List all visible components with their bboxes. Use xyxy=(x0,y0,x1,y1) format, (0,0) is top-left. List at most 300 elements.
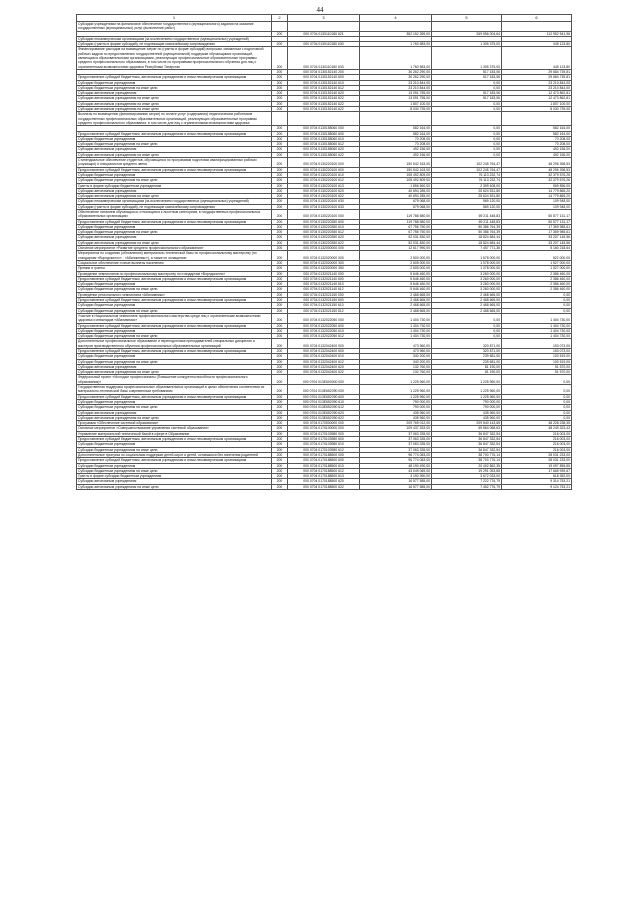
row-plan-amount-cell: 382 152 359,00 xyxy=(360,31,432,36)
row-budget-code-cell: 000 0704 0170103980 610 xyxy=(288,442,360,447)
row-name-cell: Субсидии бюджетным учреждениям xyxy=(77,354,272,359)
row-admin-code-cell: 200 xyxy=(272,194,288,199)
row-budget-code-cell: 000 0704 0130158060 622 xyxy=(288,152,360,157)
row-name-cell: Государственная поддержка профессиональных образовательных организаций в целях обеспечения соответствия их материально-технической базы современным требованиям xyxy=(77,385,272,395)
row-plan-amount-cell: 13 091 755,00 xyxy=(360,91,432,96)
row-executed-amount-cell: 239 681,00 xyxy=(432,359,502,364)
table-row xyxy=(77,334,572,339)
row-plan-amount-cell xyxy=(360,22,432,32)
row-budget-code-cell: 000 0704 0132042400 600 xyxy=(288,349,360,354)
row-remaining-amount-cell: 492 156,00 xyxy=(502,152,572,157)
row-budget-code-cell: 000 0704 0130220100 612 xyxy=(288,178,360,183)
row-admin-code-cell: 200 xyxy=(272,167,288,172)
row-remaining-amount-cell: 822 000,00 xyxy=(502,251,572,261)
row-remaining-amount-cell: 109 948,00 xyxy=(502,199,572,204)
row-executed-amount-cell: 38 700 776,14 xyxy=(432,458,502,463)
row-plan-amount-cell: 30 262 290,00 xyxy=(360,75,432,80)
row-admin-code-cell: 200 xyxy=(272,219,288,224)
table-row xyxy=(77,437,572,442)
row-executed-amount-cell: 69 211 448,83 xyxy=(432,209,502,219)
row-name-cell: Субсидии автономным учреждениям на иные цели xyxy=(77,96,272,101)
row-remaining-amount-cell: 9 314 753,21 xyxy=(502,479,572,484)
column-number-header xyxy=(77,15,572,22)
row-name-cell: Предоставление субсидий бюджетным, автономным учреждениям и иным некоммерческим организациям xyxy=(77,349,272,354)
row-remaining-amount-cell: 0,00 xyxy=(502,303,572,308)
row-remaining-amount-cell: 216 003,00 xyxy=(502,437,572,442)
table-row xyxy=(77,370,572,375)
row-name-cell: Субсидии автономным учреждениям на иные цели xyxy=(77,415,272,420)
row-plan-amount-cell: 37 063 335,00 xyxy=(360,431,432,436)
row-admin-code-cell: 200 xyxy=(272,452,288,457)
row-budget-code-cell: 000 0704 0130220100 000 xyxy=(288,158,360,168)
row-name-cell: Премии и гранты xyxy=(77,266,272,271)
table-row xyxy=(77,131,572,136)
row-budget-code-cell: 000 0704 013E600000 000 xyxy=(288,375,360,385)
row-plan-amount-cell: 1 760 583,00 xyxy=(360,47,432,69)
row-budget-code-cell: 000 0704 0132022050 610 xyxy=(288,328,360,333)
table-row xyxy=(77,484,572,489)
row-name-cell: Субсидии бюджетным учреждениям xyxy=(77,399,272,404)
row-remaining-amount-cell: 153 073,00 xyxy=(502,349,572,354)
row-plan-amount-cell: 16 577 585,00 xyxy=(360,484,432,489)
row-remaining-amount-cell: 2 386 460,00 xyxy=(502,271,572,276)
row-remaining-amount-cell: 12 473 862,81 xyxy=(502,96,572,101)
row-executed-amount-cell: 18 824 684,44 xyxy=(432,240,502,245)
row-name-cell: Финансирование расходов на возмещение затрат по (гранты в форме субсидий) вопросам, связанным с подготовкой рабочих кадров по предоставлению государственной (муниципальной) поддержки обучающимся организаций, являющихся образовательными организациями, реализующих профессиональные образовательные программы среднего профессионального образования, в том числе по программам профессионального обучения для лиц с ограниченными возможностями здоровья Республики Татарстан xyxy=(77,47,272,69)
row-admin-code-cell: 200 xyxy=(272,421,288,426)
row-name-cell: Субсидии автономным учреждениям xyxy=(77,188,272,193)
row-budget-code-cell: 000 0704 0130220350 620 xyxy=(288,235,360,240)
row-executed-amount-cell: 36 847 332,54 xyxy=(432,431,502,436)
row-remaining-amount-cell: 569 856,00 xyxy=(502,183,572,188)
row-budget-code-cell: 000 0704 0130220100 620 xyxy=(288,188,360,193)
row-budget-code-cell: 000 0704 0132021150 610 xyxy=(288,303,360,308)
row-admin-code-cell: 200 xyxy=(272,240,288,245)
row-budget-code-cell: 000 0704 0130152140 622 xyxy=(288,107,360,112)
row-plan-amount-cell: 790 000,00 xyxy=(360,399,432,404)
row-plan-amount-cell: 2 605 000,00 xyxy=(360,266,432,271)
table-row xyxy=(77,359,572,364)
row-budget-code-cell: 000 0704 0132022050 000 xyxy=(288,313,360,323)
table-row xyxy=(77,178,572,183)
row-plan-amount-cell: 5 646 460,00 xyxy=(360,276,432,281)
row-remaining-amount-cell: 492 156,00 xyxy=(502,147,572,152)
row-executed-amount-cell: 36 847 332,54 xyxy=(432,442,502,447)
budget-table-container xyxy=(76,14,571,490)
row-admin-code-cell: 200 xyxy=(272,442,288,447)
row-budget-code-cell: 000 0704 0130220100 622 xyxy=(288,194,360,199)
budget-table-body xyxy=(77,15,572,490)
column-header-cell: 5 xyxy=(432,15,502,22)
row-executed-amount-cell: 1 305 375,00 xyxy=(432,42,502,47)
table-row xyxy=(77,313,572,323)
row-executed-amount-cell: 2 468 665,00 xyxy=(432,303,502,308)
row-remaining-amount-cell: 109 948,00 xyxy=(502,204,572,209)
row-budget-code-cell: 000 0704 0130152140 612 xyxy=(288,85,360,90)
row-name-cell: Дополнительное профессиональное образование и переподготовка преподавателей специальных дисциплин и мастеров производственного обучения профессиональных образовательных организаций xyxy=(77,339,272,349)
row-admin-code-cell: 200 xyxy=(272,463,288,468)
row-name-cell: Проведение чемпионатов по профессиональному мастерству по стандартам «Ворлдскиллс» xyxy=(77,271,272,276)
row-admin-code-cell: 200 xyxy=(272,126,288,131)
row-budget-code-cell: 000 0704 0130220100 000 xyxy=(288,209,360,219)
row-admin-code-cell: 200 xyxy=(272,183,288,188)
row-budget-code-cell: 000 0704 0132020000 000 xyxy=(288,251,360,261)
row-name-cell: Субсидии автономным учреждениям на иные цели xyxy=(77,107,272,112)
row-executed-amount-cell: 102 245 764,47 xyxy=(432,158,502,168)
row-executed-amount-cell: 76 113 232,74 xyxy=(432,178,502,183)
row-remaining-amount-cell: 19 097 855,85 xyxy=(502,463,572,468)
row-plan-amount-cell: 16 577 585,00 xyxy=(360,479,432,484)
budget-table xyxy=(76,14,572,490)
row-plan-amount-cell: 1 807 100,00 xyxy=(360,101,432,106)
table-row xyxy=(77,152,572,157)
row-executed-amount-cell: 239 681,00 xyxy=(432,354,502,359)
row-admin-code-cell: 200 xyxy=(272,101,288,106)
row-admin-code-cell: 200 xyxy=(272,334,288,339)
row-plan-amount-cell: 5 646 460,00 xyxy=(360,287,432,292)
row-plan-amount-cell: 108 492 809,00 xyxy=(360,178,432,183)
row-name-cell: Предоставление субсидий бюджетным, автономным учреждениям и иным некоммерческим организациям xyxy=(77,276,272,281)
row-plan-amount-cell: 150 542 163,00 xyxy=(360,158,432,168)
row-budget-code-cell: 000 0704 0132042400 612 xyxy=(288,359,360,364)
row-admin-code-cell: 200 xyxy=(272,394,288,399)
row-name-cell: Субсидии бюджетным учреждениям на иные цели xyxy=(77,359,272,364)
table-row xyxy=(77,308,572,313)
row-executed-amount-cell: 7 222 776,79 xyxy=(432,479,502,484)
row-admin-code-cell: 200 xyxy=(272,354,288,359)
row-remaining-amount-cell: 1 807 100,00 xyxy=(502,101,572,106)
table-row xyxy=(77,276,572,281)
row-admin-code-cell: 200 xyxy=(272,339,288,349)
row-executed-amount-cell xyxy=(432,112,502,126)
table-row xyxy=(77,209,572,219)
table-row xyxy=(77,240,572,245)
row-executed-amount-cell: 25 624 531,80 xyxy=(432,188,502,193)
row-plan-amount-cell: 70 208,00 xyxy=(360,142,432,147)
row-plan-amount-cell: 340 200,00 xyxy=(360,354,432,359)
row-remaining-amount-cell: 2 386 460,00 xyxy=(502,287,572,292)
row-plan-amount-cell: 52 031 830,00 xyxy=(360,240,432,245)
row-remaining-amount-cell: 17 665 939,67 xyxy=(502,468,572,473)
row-remaining-amount-cell: 0,00 xyxy=(502,399,572,404)
row-plan-amount-cell: 1 404 730,00 xyxy=(360,328,432,333)
row-plan-amount-cell: 37 063 335,00 xyxy=(360,442,432,447)
row-budget-code-cell: 000 0704 0130158060 612 xyxy=(288,142,360,147)
row-plan-amount-cell: 2 605 000,00 xyxy=(360,260,432,265)
row-name-cell: Субсидии некоммерческим организациям (за исключением государственных (муниципальных) учреждений) xyxy=(77,36,272,41)
row-name-cell: Субсидии автономным учреждениям xyxy=(77,235,272,240)
row-name-cell: Субсидии некоммерческим организациям (за исключением государственных (муниципальных) учреждений) xyxy=(77,199,272,204)
row-budget-code-cell: 000 0704 0130220100 630 xyxy=(288,199,360,204)
row-plan-amount-cell: 435 960,00 xyxy=(360,415,432,420)
row-plan-amount-cell: 473 960,00 xyxy=(360,339,432,349)
row-name-cell: Субсидии бюджетным учреждениям xyxy=(77,136,272,141)
row-remaining-amount-cell: 14 779 865,20 xyxy=(502,188,572,193)
table-row xyxy=(77,42,572,47)
table-row xyxy=(77,167,572,172)
row-name-cell: Субсидии автономным учреждениям xyxy=(77,147,272,152)
row-plan-amount-cell: 1 225 960,00 xyxy=(360,375,432,385)
row-remaining-amount-cell: 23 210 844,00 xyxy=(502,80,572,85)
row-plan-amount-cell: 119 788 580,00 xyxy=(360,219,432,224)
row-executed-amount-cell: 320 871,00 xyxy=(432,339,502,349)
row-executed-amount-cell: 320 871,00 xyxy=(432,349,502,354)
row-remaining-amount-cell: 29 684 739,81 xyxy=(502,69,572,74)
row-name-cell: Субсидии бюджетным учреждениям xyxy=(77,463,272,468)
row-plan-amount-cell: 70 208,00 xyxy=(360,136,432,141)
table-row xyxy=(77,158,572,168)
row-remaining-amount-cell: 1 527 000,00 xyxy=(502,266,572,271)
row-budget-code-cell: 000 0704 0132021150 600 xyxy=(288,298,360,303)
row-admin-code-cell: 200 xyxy=(272,323,288,328)
row-name-cell: Предоставление субсидий бюджетным, автономным учреждениям и иным некоммерческим организациям xyxy=(77,437,272,442)
row-name-cell: Субсидии автономным учреждениям xyxy=(77,91,272,96)
table-row xyxy=(77,349,572,354)
row-remaining-amount-cell: 216 003,00 xyxy=(502,442,572,447)
row-plan-amount-cell: 2 468 665,00 xyxy=(360,298,432,303)
row-name-cell: Субсидии (гранты в форме субсидий), не подлежащие казначейскому сопровождению xyxy=(77,42,272,47)
row-executed-amount-cell: 3 260 000,00 xyxy=(432,287,502,292)
row-budget-code-cell: 000 0704 013E652090 000 xyxy=(288,385,360,395)
row-admin-code-cell: 200 xyxy=(272,91,288,96)
row-admin-code-cell: 200 xyxy=(272,447,288,452)
row-executed-amount-cell: 0,00 xyxy=(432,152,502,157)
row-executed-amount-cell: 435 960,00 xyxy=(432,415,502,420)
row-budget-code-cell: 000 0704 0132021150 612 xyxy=(288,308,360,313)
row-budget-code-cell: 000 0704 0130152140 600 xyxy=(288,75,360,80)
row-plan-amount-cell: 132 760,00 xyxy=(360,370,432,375)
row-admin-code-cell: 200 xyxy=(272,303,288,308)
row-executed-amount-cell: 1 078 000,00 xyxy=(432,260,502,265)
row-plan-amount-cell: 108 492 809,00 xyxy=(360,172,432,177)
row-name-cell: Субсидии бюджетным учреждениям xyxy=(77,80,272,85)
row-budget-code-cell: 000 0704 0130220100 633 xyxy=(288,204,360,209)
row-name-cell: Обеспечение питанием обучающихся, относящихся к льготным категориям, в государственных профессиональных образовательных организациях xyxy=(77,209,272,219)
row-plan-amount-cell: 1 404 730,00 xyxy=(360,323,432,328)
row-remaining-amount-cell: 1 404 730,00 xyxy=(502,323,572,328)
row-name-cell: Субсидии бюджетным учреждениям на иные цели xyxy=(77,334,272,339)
row-admin-code-cell: 200 xyxy=(272,107,288,112)
row-executed-amount-cell: 7 452 776,79 xyxy=(432,484,502,489)
row-executed-amount-cell: 269 556 004,64 xyxy=(432,31,502,36)
row-executed-amount-cell: 7 457 771,36 xyxy=(432,246,502,251)
row-remaining-amount-cell: 100 519,00 xyxy=(502,354,572,359)
row-admin-code-cell: 200 xyxy=(272,282,288,287)
row-executed-amount-cell: 69 211 448,83 xyxy=(432,219,502,224)
row-remaining-amount-cell: 100 519,00 xyxy=(502,359,572,364)
row-plan-amount-cell: 96 774 083,00 xyxy=(360,458,432,463)
row-budget-code-cell: 000 0704 0130158060 000 xyxy=(288,126,360,131)
row-budget-code-cell: 000 0704 0132020000 350 xyxy=(288,266,360,271)
row-name-cell: Предоставление субсидий бюджетным, автономным учреждениям и иным некоммерческим организациям xyxy=(77,323,272,328)
row-remaining-amount-cell: 8 030 739,00 xyxy=(502,107,572,112)
table-row xyxy=(77,298,572,303)
row-plan-amount-cell: 679 068,00 xyxy=(360,204,432,209)
row-executed-amount-cell: 36 847 332,54 xyxy=(432,447,502,452)
row-plan-amount-cell: 1 404 730,00 xyxy=(360,334,432,339)
row-plan-amount-cell: 67 756 750,00 xyxy=(360,230,432,235)
row-plan-amount-cell: 12 617 990,00 xyxy=(360,246,432,251)
row-budget-code-cell: 000 0704 0132021140 610 xyxy=(288,282,360,287)
row-name-cell: Субсидии бюджетным учреждениям xyxy=(77,282,272,287)
table-row xyxy=(77,426,572,431)
row-name-cell: Субсидии бюджетным учреждениям на иные цели xyxy=(77,308,272,313)
row-remaining-amount-cell: 582 164,00 xyxy=(502,126,572,131)
row-executed-amount-cell: 2 468 665,00 xyxy=(432,308,502,313)
row-admin-code-cell: 200 xyxy=(272,80,288,85)
table-row xyxy=(77,194,572,199)
row-budget-code-cell: 000 0704 0132022050 600 xyxy=(288,323,360,328)
row-admin-code-cell: 200 xyxy=(272,364,288,369)
row-remaining-amount-cell: 5 160 218,64 xyxy=(502,246,572,251)
table-row xyxy=(77,339,572,349)
table-row xyxy=(77,204,572,209)
row-remaining-amount-cell: 0,00 xyxy=(502,375,572,385)
row-name-cell: Проведение регионального чемпионата «Абилимпикс» xyxy=(77,292,272,297)
row-admin-code-cell: 200 xyxy=(272,359,288,364)
table-row xyxy=(77,85,572,90)
row-admin-code-cell: 200 xyxy=(272,468,288,473)
row-remaining-amount-cell: 70 208,00 xyxy=(502,136,572,141)
row-plan-amount-cell: 5 646 460,00 xyxy=(360,282,432,287)
row-plan-amount-cell: 13 091 755,00 xyxy=(360,96,432,101)
row-plan-amount-cell: 2 468 665,00 xyxy=(360,303,432,308)
row-budget-code-cell: 000 0704 0130152140 622 xyxy=(288,96,360,101)
table-row xyxy=(77,292,572,297)
row-admin-code-cell: 200 xyxy=(272,260,288,265)
row-name-cell: Субсидии бюджетным учреждениям на иные цели xyxy=(77,405,272,410)
row-plan-amount-cell: 1 760 583,00 xyxy=(360,42,432,47)
row-remaining-amount-cell: 216 003,00 xyxy=(502,447,572,452)
row-plan-amount-cell: 582 164,00 xyxy=(360,131,432,136)
row-name-cell: Гранты в форме субсидии бюджетным учреждениям xyxy=(77,183,272,188)
row-admin-code-cell: 200 xyxy=(272,142,288,147)
row-budget-code-cell: 000 0704 013E652090 612 xyxy=(288,405,360,410)
table-row xyxy=(77,474,572,479)
row-executed-amount-cell: 2 399 408,00 xyxy=(432,183,502,188)
row-remaining-amount-cell: 48 228 238,35 xyxy=(502,421,572,426)
row-executed-amount-cell: 790 000,00 xyxy=(432,405,502,410)
row-admin-code-cell: 200 xyxy=(272,69,288,74)
table-row xyxy=(77,421,572,426)
row-budget-code-cell: 000 0704 0132042400 610 xyxy=(288,354,360,359)
row-plan-amount-cell: 119 788 580,00 xyxy=(360,209,432,219)
row-executed-amount-cell: 0,00 xyxy=(432,147,502,152)
row-remaining-amount-cell: 0,00 xyxy=(502,308,572,313)
row-budget-code-cell: 000 0704 0130110180 630 xyxy=(288,42,360,47)
row-admin-code-cell xyxy=(272,112,288,126)
row-name-cell: Стипендиальное обеспечение студентов, обучающихся по программам подготовки квалифицированных рабочих (служащих) и специалистов среднего звена xyxy=(77,158,272,168)
row-budget-code-cell: 000 0704 0132021140 000 xyxy=(288,271,360,276)
row-plan-amount-cell: 23 210 844,00 xyxy=(360,85,432,90)
row-executed-amount-cell: 81 190,00 xyxy=(432,370,502,375)
row-plan-amount-cell: 52 031 830,00 xyxy=(360,235,432,240)
row-admin-code-cell: 200 xyxy=(272,426,288,431)
row-budget-code-cell: 000 0704 0132042400 000 xyxy=(288,339,360,349)
row-admin-code-cell: 200 xyxy=(272,458,288,463)
row-admin-code-cell: 200 xyxy=(272,85,288,90)
row-executed-amount-cell: 3 672 033,00 xyxy=(432,474,502,479)
row-name-cell: Предоставление субсидий бюджетным, автономным учреждениям и иным некоммерческим организациям xyxy=(77,75,272,80)
row-budget-code-cell: 000 0704 0170188500 600 xyxy=(288,458,360,463)
table-row xyxy=(77,468,572,473)
row-plan-amount-cell: 30 262 290,00 xyxy=(360,69,432,74)
row-remaining-amount-cell: 445 123,80 xyxy=(502,42,572,47)
row-admin-code-cell: 200 xyxy=(272,188,288,193)
table-row xyxy=(77,458,572,463)
row-plan-amount-cell: 209 769 012,00 xyxy=(360,421,432,426)
column-header-cell: 4 xyxy=(360,15,432,22)
row-name-cell: Федеральный проект «Молодые профессионалы (Повышение конкурентоспособности профессионального образования)» xyxy=(77,375,272,385)
table-row xyxy=(77,447,572,452)
table-row xyxy=(77,385,572,395)
row-name-cell: Социальное обеспечение и иные выплаты населению xyxy=(77,260,272,265)
row-admin-code-cell xyxy=(272,22,288,32)
row-remaining-amount-cell: 445 123,80 xyxy=(502,47,572,69)
row-plan-amount-cell: 473 960,00 xyxy=(360,349,432,354)
row-remaining-amount-cell: 618 352,00 xyxy=(502,474,572,479)
row-name-cell: Программа «Обеспечение системой образования» xyxy=(77,421,272,426)
row-remaining-amount-cell: 33 207 145,56 xyxy=(502,235,572,240)
row-plan-amount-cell: 3 190 390,00 xyxy=(360,474,432,479)
row-admin-code-cell: 200 xyxy=(272,313,288,323)
row-remaining-amount-cell: 32 379 576,26 xyxy=(502,178,572,183)
row-name-cell: Основное мероприятие «Развитие среднего профессионального образования» xyxy=(77,246,272,251)
row-budget-code-cell: 000 0704 0130220100 610 xyxy=(288,172,360,177)
row-remaining-amount-cell: 0,00 xyxy=(502,298,572,303)
row-remaining-amount-cell: 28 031 233,00 xyxy=(502,452,572,457)
row-name-cell: Предоставление субсидий бюджетным, автономным учреждениям и иным некоммерческим организациям xyxy=(77,167,272,172)
row-remaining-amount-cell: 153 073,00 xyxy=(502,339,572,349)
row-plan-amount-cell: 109 437 333,00 xyxy=(360,426,432,431)
row-name-cell: Субсидии автономным учреждениям xyxy=(77,410,272,415)
table-row xyxy=(77,142,572,147)
row-budget-code-cell: 000 0704 0170188500 620 xyxy=(288,479,360,484)
row-executed-amount-cell: 20 402 862,35 xyxy=(432,463,502,468)
row-budget-code-cell: 000 0704 0132021150 000 xyxy=(288,292,360,297)
row-name-cell: Субсидии бюджетным учреждениям xyxy=(77,303,272,308)
row-executed-amount-cell: 3 260 000,00 xyxy=(432,276,502,281)
row-name-cell: Гранты в форме субсидии бюджетным учреждениям xyxy=(77,474,272,479)
row-admin-code-cell: 200 xyxy=(272,385,288,395)
row-budget-code-cell: 000 0704 013E652090 620 xyxy=(288,410,360,415)
row-budget-code-cell: 000 0704 0170188500 000 xyxy=(288,452,360,457)
row-name-cell: Субсидии бюджетным учреждениям xyxy=(77,172,272,177)
row-executed-amount-cell: 1 225 960,00 xyxy=(432,394,502,399)
row-executed-amount-cell: 1 225 960,00 xyxy=(432,385,502,395)
row-name-cell: Мероприятия по созданию (обновлению) материально-технической базы по профессиональному мастерству (по стандартам «Ворлдскиллс» - «Абилимпикс»), а также их оснащению xyxy=(77,251,272,261)
row-plan-amount-cell: 40 694 285,00 xyxy=(360,194,432,199)
row-admin-code-cell: 200 xyxy=(272,75,288,80)
row-executed-amount-cell: 0,00 xyxy=(432,80,502,85)
row-executed-amount-cell: 69 564 068,63 xyxy=(432,426,502,431)
row-remaining-amount-cell: 32 379 576,26 xyxy=(502,172,572,177)
row-executed-amount-cell: 517 183,06 xyxy=(432,69,502,74)
row-remaining-amount-cell: 1 404 730,00 xyxy=(502,313,572,323)
row-budget-code-cell: 000 0704 0130152140 620 xyxy=(288,91,360,96)
row-admin-code-cell: 200 xyxy=(272,287,288,292)
row-name-cell: Субсидии автономным учреждениям на иные цели xyxy=(77,101,272,106)
row-executed-amount-cell: 25 624 531,80 xyxy=(432,194,502,199)
row-remaining-amount-cell: 48 296 398,53 xyxy=(502,158,572,168)
row-remaining-amount-cell: 9 124 753,21 xyxy=(502,484,572,489)
row-budget-code-cell: 000 0704 0130152140 610 xyxy=(288,80,360,85)
table-row xyxy=(77,246,572,251)
row-plan-amount-cell: 37 063 335,00 xyxy=(360,437,432,442)
row-plan-amount-cell: 5 646 460,00 xyxy=(360,271,432,276)
table-row xyxy=(77,107,572,112)
row-executed-amount-cell: 3 260 000,00 xyxy=(432,271,502,276)
